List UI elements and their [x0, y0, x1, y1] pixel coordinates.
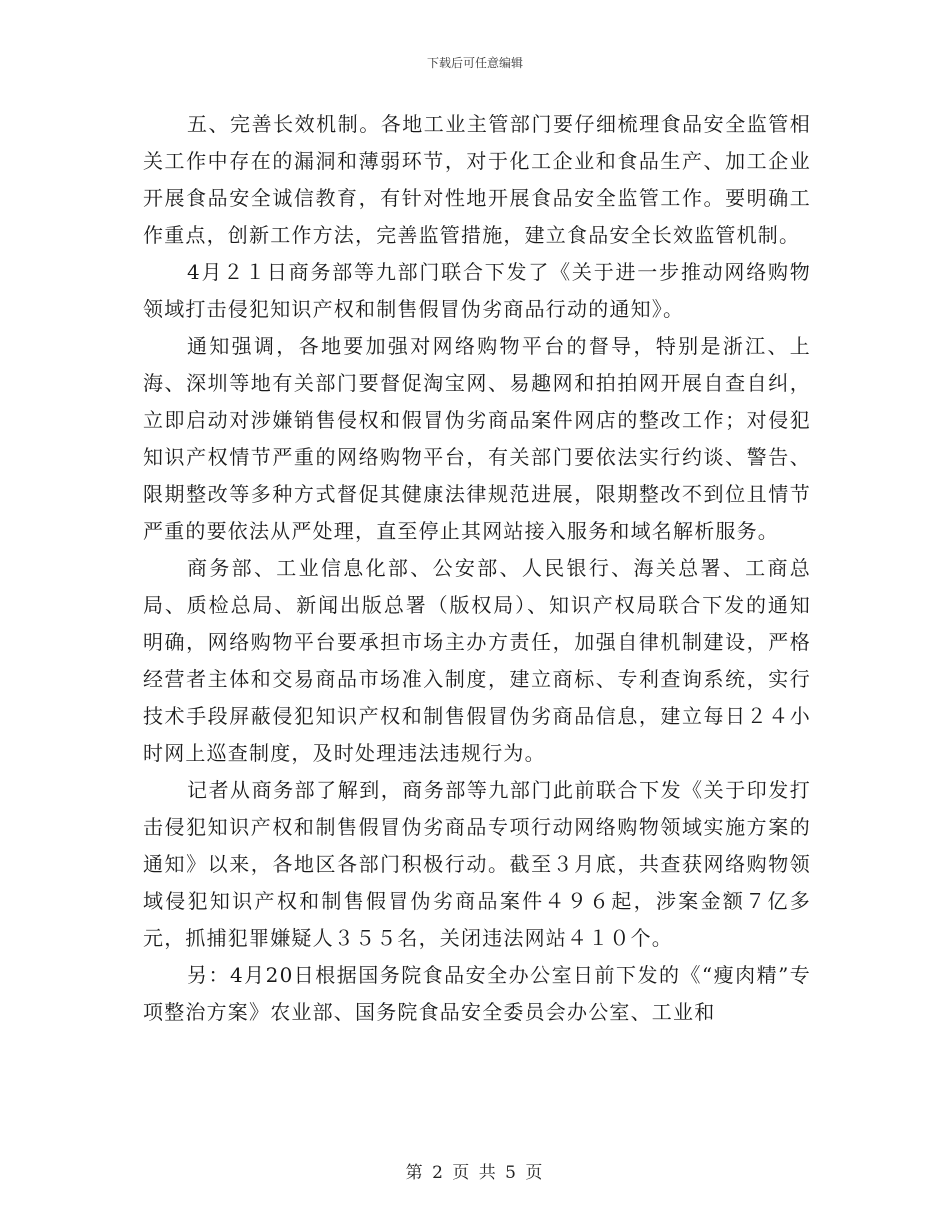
paragraph-notice-issued: 4月２１日商务部等九部门联合下发了《关于进一步推动网络购物领域打击侵犯知识产权和制售假冒伪劣商品行动的通知》。: [143, 260, 811, 321]
page-header: 下载后可任意编辑: [426, 56, 523, 70]
paragraph-mechanism: 五、完善长效机制。各地工业主管部门要仔细梳理食品安全监管相关工作中存在的漏洞和薄弱环节，对于化工企业和食品生产、加工企业开展食品安全诚信教育，有针对性地开展食品安全监管工作。要明确工作重点，创新工作方法，完善监管措施，建立食品安全长效监管机制。: [143, 112, 811, 247]
paragraph-results: 记者从商务部了解到，商务部等九部门此前联合下发《关于印发打击侵犯知识产权和制售假冒伪劣商品专项行动网络购物领域实施方案的通知》以来，各地区各部门积极行动。截至３月底，共查获网络购物领域侵犯知识产权和制售假冒伪劣商品案件４９６起，涉案金额７亿多元，抓捕犯罪嫌疑人３５５名，关闭违法网站４１０个。: [143, 778, 811, 950]
document-body: [143, 106, 811, 1031]
paragraph-notice-emphasis: 通知强调，各地要加强对网络购物平台的督导，特别是浙江、上海、深圳等地有关部门要督促淘宝网、易趣网和拍拍网开展自查自纠，立即启动对涉嫌销售侵权和假冒伪劣商品案件网店的整改工作；对侵犯知识产权情节严重的网络购物平台，有关部门要依法实行约谈、警告、限期整改等多种方式督促其健康法律规范进展，限期整改不到位且情节严重的要依法从严处理，直至停止其网站接入服务和域名解析服务。: [143, 334, 811, 543]
paragraph-additional: 另：4月20日根据国务院食品安全办公室日前下发的《“瘦肉精”专项整治方案》农业部、国务院食品安全委员会办公室、工业和: [143, 963, 811, 1024]
page-footer: 第 2 页 共 5 页: [405, 1163, 545, 1183]
paragraph-joint-departments: 商务部、工业信息化部、公安部、人民银行、海关总署、工商总局、质检总局、新闻出版总署（版权局）、知识产权局联合下发的通知明确，网络购物平台要承担市场主办方责任，加强自律机制建设，严格经营者主体和交易商品市场准入制度，建立商标、专利查询系统，实行技术手段屏蔽侵犯知识产权和制售假冒伪劣商品信息，建立每日２４小时网上巡查制度，及时处理违法违规行为。: [143, 556, 811, 765]
